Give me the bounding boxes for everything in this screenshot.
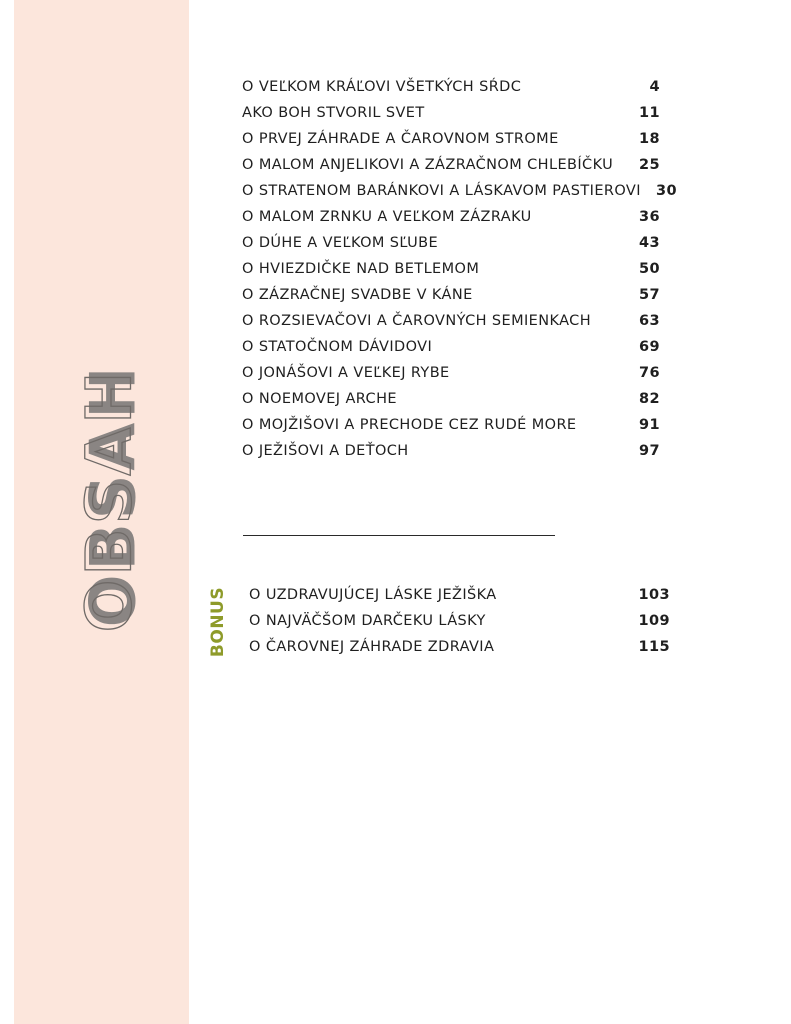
toc-entry-title: O MALOM ZRNKU A VEĽKOM ZÁZRAKU (242, 209, 532, 225)
toc-entry-title: O ZÁZRAČNEJ SVADBE V KÁNE (242, 287, 473, 303)
toc-entry-page: 57 (639, 287, 660, 303)
toc-entry-title: O MOJŽIŠOVI A PRECHODE CEZ RUDÉ MORE (242, 417, 577, 433)
toc-entry-page: 18 (639, 131, 660, 147)
toc-entry[interactable] (242, 74, 660, 100)
toc-entry-page: 76 (639, 365, 660, 381)
toc-entry[interactable] (242, 126, 660, 152)
toc-entry-title: O NOEMOVEJ ARCHE (242, 391, 397, 407)
contents-heading (73, 368, 146, 633)
toc-entry-page: 43 (639, 235, 660, 251)
toc-entry[interactable] (242, 230, 660, 256)
toc-entry-title: O STATOČNOM DÁVIDOVI (242, 339, 433, 355)
toc-entry-page: 91 (639, 417, 660, 433)
toc-entry[interactable] (242, 360, 660, 386)
toc-entry-page: 4 (649, 79, 660, 95)
toc-entry[interactable] (242, 152, 660, 178)
toc-entry-title: O MALOM ANJELIKOVI A ZÁZRAČNOM CHLEBÍČKU (242, 157, 614, 173)
bonus-entry-page: 109 (638, 613, 670, 629)
bonus-entry[interactable] (249, 608, 670, 634)
toc-entry-title: O PRVEJ ZÁHRADE A ČAROVNOM STROME (242, 131, 559, 147)
section-divider (243, 535, 555, 536)
toc-entry[interactable] (242, 256, 660, 282)
bonus-entry-title: O ČAROVNEJ ZÁHRADE ZDRAVIA (249, 639, 495, 655)
toc-entry-page: 69 (639, 339, 660, 355)
bonus-label: BONUS (208, 586, 228, 658)
bonus-entry-page: 103 (638, 587, 670, 603)
toc-entry-title: O JONÁŠOVI A VEĽKEJ RYBE (242, 365, 450, 381)
toc-entry[interactable] (242, 386, 660, 412)
toc-entry[interactable] (242, 308, 660, 334)
bonus-entry-page: 115 (638, 639, 670, 655)
toc-entry-title: O JEŽIŠOVI A DEŤOCH (242, 443, 409, 459)
toc-entry-title: O VEĽKOM KRÁĽOVI VŠETKÝCH SŔDC (242, 79, 522, 95)
toc-entry-title: O ROZSIEVAČOVI A ČAROVNÝCH SEMIENKACH (242, 313, 592, 329)
toc-entry-page: 82 (639, 391, 660, 407)
contents-heading-text: OBSAH (72, 367, 146, 633)
toc-entry-page: 30 (655, 183, 677, 199)
bonus-entry[interactable] (249, 582, 670, 608)
toc-entry-title: O HVIEZDIČKE NAD BETLEMOM (242, 261, 480, 277)
toc-entry[interactable] (242, 100, 660, 126)
toc-entry[interactable] (242, 282, 660, 308)
toc-entry[interactable] (242, 412, 660, 438)
toc-entry-page: 11 (639, 105, 660, 121)
toc-entry-page: 50 (639, 261, 660, 277)
toc-entry-title: O DÚHE A VEĽKOM SĽUBE (242, 235, 439, 251)
toc-entry[interactable] (242, 204, 660, 230)
toc-entry[interactable] (242, 178, 677, 204)
toc-entry-page: 97 (639, 443, 660, 459)
toc-entry[interactable] (242, 438, 660, 464)
toc-entry-title: O STRATENOM BARÁNKOVI A LÁSKAVOM PASTIEROVI (242, 183, 641, 199)
bonus-entry-title: O NAJVÄČŠOM DARČEKU LÁSKY (249, 613, 486, 629)
toc-entry-page: 25 (639, 157, 660, 173)
toc-entry-title: AKO BOH STVORIL SVET (242, 105, 425, 121)
toc-entry-page: 36 (639, 209, 660, 225)
bonus-entry-title: O UZDRAVUJÚCEJ LÁSKE JEŽIŠKA (249, 587, 497, 603)
toc-entry-page: 63 (639, 313, 660, 329)
toc-entry[interactable] (242, 334, 660, 360)
bonus-entry[interactable] (249, 634, 670, 660)
